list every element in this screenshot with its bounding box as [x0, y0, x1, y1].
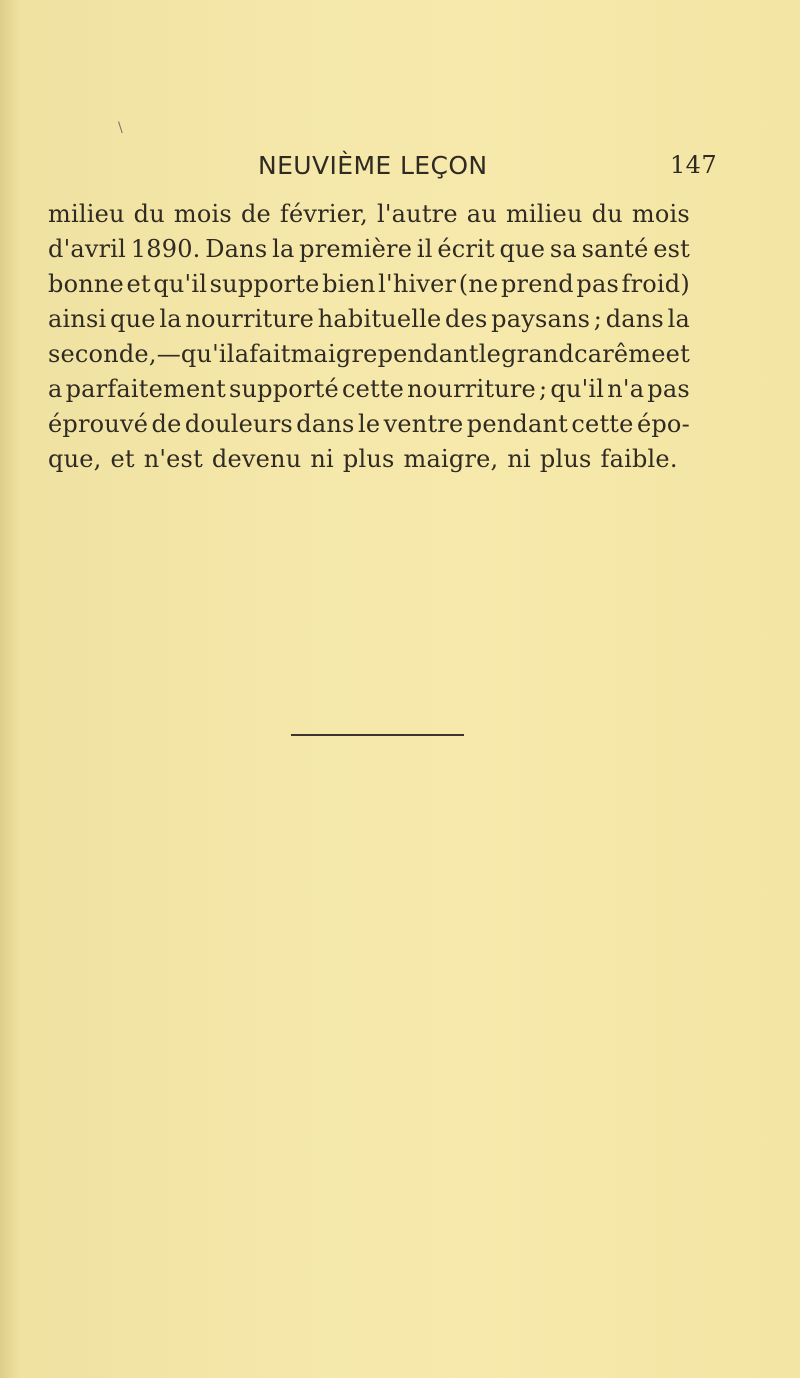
- word: février,: [279, 200, 368, 228]
- text-line: [48, 196, 690, 232]
- word: est: [653, 235, 690, 263]
- word: des: [445, 305, 488, 333]
- word: pendant: [466, 410, 568, 438]
- word: ni: [507, 445, 531, 473]
- word: faible.: [600, 445, 678, 473]
- word: supporté: [229, 375, 339, 403]
- word: parfaitement: [65, 375, 226, 403]
- word: épo-: [636, 410, 690, 438]
- word: santé: [581, 235, 649, 263]
- word: a: [234, 340, 250, 368]
- word: ni: [310, 445, 334, 473]
- word: nourriture: [185, 305, 315, 333]
- page-number: 147: [670, 151, 718, 179]
- word: mois: [631, 200, 690, 228]
- word: que: [499, 235, 546, 263]
- word: l'hiver: [378, 270, 457, 298]
- word: ;: [539, 375, 548, 403]
- printer-mark: \: [118, 120, 123, 136]
- word: n'a: [607, 375, 645, 403]
- word: milieu: [505, 200, 583, 228]
- word: nourriture: [407, 375, 536, 403]
- word: le: [478, 340, 502, 368]
- word: supporte: [209, 270, 320, 298]
- word: qu'il: [153, 270, 208, 298]
- word: douleurs: [184, 410, 293, 438]
- word: pendant: [377, 340, 479, 368]
- word: mois: [173, 200, 232, 228]
- word: a: [48, 375, 63, 403]
- word: 1890.: [130, 235, 201, 263]
- word: —: [156, 340, 181, 368]
- running-head: [258, 151, 782, 185]
- word: la: [272, 235, 295, 263]
- word: plus: [539, 445, 592, 473]
- word: froid): [621, 270, 690, 298]
- word: ventre: [383, 410, 464, 438]
- word: et: [110, 445, 135, 473]
- word: Dans: [205, 235, 268, 263]
- word: l'autre: [377, 200, 458, 228]
- word: la: [159, 305, 182, 333]
- word: dans: [296, 410, 355, 438]
- text-line: [48, 336, 690, 372]
- word: de: [151, 410, 182, 438]
- word: plus: [342, 445, 395, 473]
- word: écrit: [437, 235, 495, 263]
- page-gutter-shadow: [0, 0, 20, 1378]
- word: et: [665, 340, 690, 368]
- word: qu'il: [180, 340, 235, 368]
- word: n'est: [143, 445, 203, 473]
- word: devenu: [211, 445, 302, 473]
- word: éprouvé: [48, 410, 149, 438]
- chapter-title: NEUVIÈME LEÇON: [258, 151, 488, 180]
- text-line: [48, 301, 690, 337]
- word: première: [299, 235, 413, 263]
- word: d'avril: [48, 235, 127, 263]
- word: fait: [249, 340, 291, 368]
- word: qu'il: [550, 375, 605, 403]
- word: la: [667, 305, 690, 333]
- word: grand: [501, 340, 575, 368]
- text-line: [48, 231, 690, 267]
- section-rule: [291, 734, 464, 736]
- word: ;: [593, 305, 603, 333]
- word: pas: [647, 375, 690, 403]
- text-line: [48, 406, 690, 442]
- word: paysans: [491, 305, 591, 333]
- word: (ne: [458, 270, 499, 298]
- word: dans: [605, 305, 664, 333]
- text-line: [48, 441, 678, 477]
- word: maigre: [290, 340, 378, 368]
- word: de: [240, 200, 271, 228]
- word: cette: [571, 410, 634, 438]
- word: prend: [500, 270, 574, 298]
- word: milieu: [48, 200, 125, 228]
- word: bien: [322, 270, 376, 298]
- word: carême: [574, 340, 666, 368]
- word: sa: [549, 235, 577, 263]
- word: cette: [341, 375, 405, 403]
- word: habituelle: [317, 305, 442, 333]
- word: ainsi: [48, 305, 107, 333]
- text-line: [48, 266, 690, 302]
- word: seconde,: [48, 340, 157, 368]
- word: bonne: [48, 270, 124, 298]
- word: il: [416, 235, 433, 263]
- word: le: [357, 410, 381, 438]
- word: que: [110, 305, 156, 333]
- word: que,: [48, 445, 102, 473]
- text-line: [48, 371, 690, 407]
- word: et: [126, 270, 151, 298]
- word: maigre,: [403, 445, 499, 473]
- word: du: [591, 200, 623, 228]
- word: pas: [576, 270, 619, 298]
- word: du: [133, 200, 165, 228]
- word: au: [466, 200, 497, 228]
